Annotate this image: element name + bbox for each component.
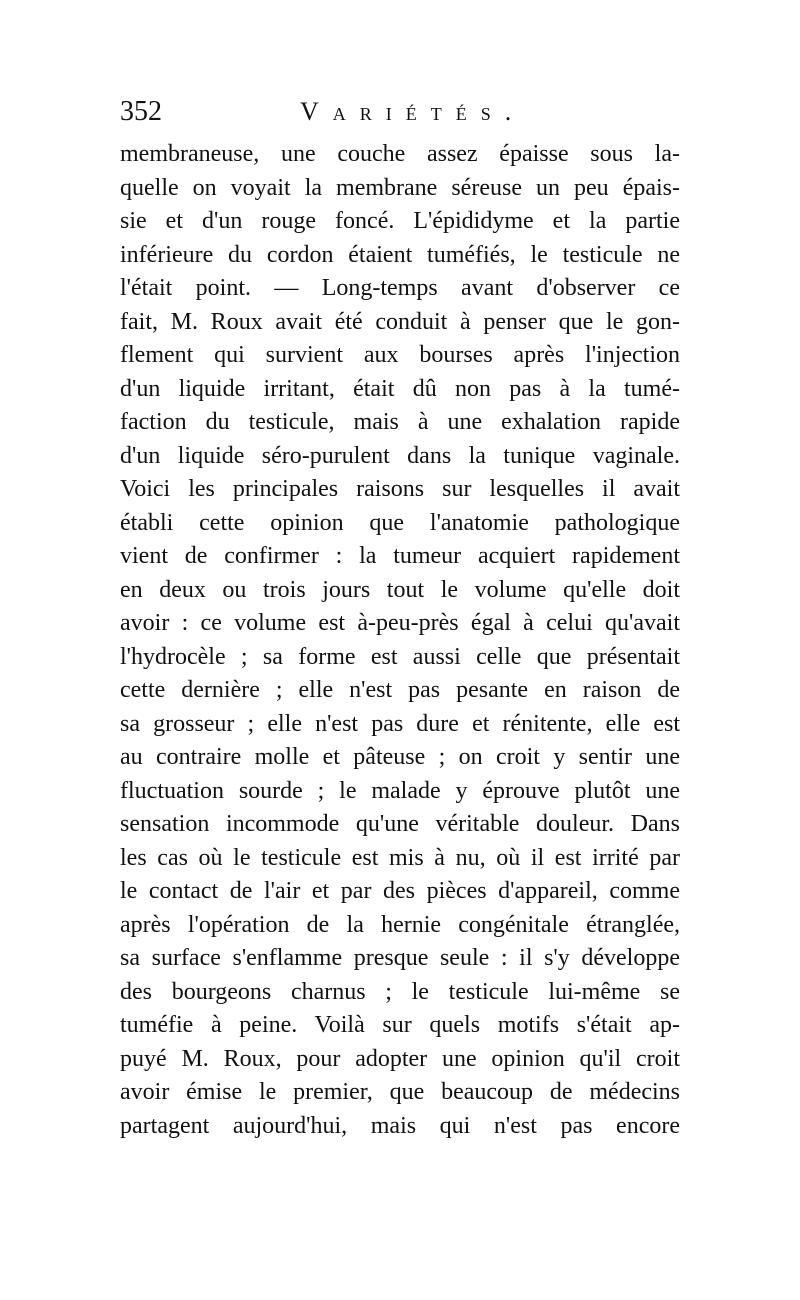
text-line: en deux ou trois jours tout le volume qu'elle doit (120, 576, 680, 603)
page-header (120, 94, 680, 130)
text-line: les cas où le testicule est mis à nu, où il est irrité par (120, 844, 680, 871)
body-text (120, 138, 680, 1143)
text-line: avoir : ce volume est à-peu-près égal à celui qu'avait (120, 610, 680, 636)
text-line: le contact de l'air et par des pièces d'appareil, comme (120, 878, 680, 904)
text-line: d'un liquide irritant, était dû non pas à la tumé- (120, 375, 680, 402)
text-line: l'hydrocèle ; sa forme est aussi celle que présentait (120, 643, 680, 670)
text-line: sa grosseur ; elle n'est pas dure et rénitente, elle est (120, 710, 680, 737)
text-line: membraneuse, une couche assez épaisse sous la- (120, 141, 680, 167)
text-line: puyé M. Roux, pour adopter une opinion qu'il croit (120, 1045, 680, 1072)
page-number: 352 (120, 96, 162, 127)
text-line: quelle on voyait la membrane séreuse un peu épais- (120, 174, 680, 201)
text-line: flement qui survient aux bourses après l'injection (120, 342, 680, 368)
text-line: tuméfie à peine. Voilà sur quels motifs s'était ap- (120, 1012, 680, 1038)
text-line: fait, M. Roux avait été conduit à penser que le gon- (120, 308, 680, 335)
text-line: l'était point. — Long-temps avant d'observer ce (120, 275, 680, 301)
text-line: partagent aujourd'hui, mais qui n'est pas encore (120, 1112, 680, 1139)
text-line: faction du testicule, mais à une exhalation rapide (120, 409, 680, 435)
text-line: au contraire molle et pâteuse ; on croit y sentir une (120, 744, 680, 770)
text-line: établi cette opinion que l'anatomie pathologique (120, 509, 680, 536)
text-line: après l'opération de la hernie congénitale étranglée, (120, 911, 680, 938)
text-line: sa surface s'enflamme presque seule : il s'y développe (120, 945, 680, 971)
text-line: d'un liquide séro-purulent dans la tunique vaginale. (120, 442, 680, 469)
text-line: vient de confirmer : la tumeur acquiert rapidement (120, 543, 680, 569)
text-line: inférieure du cordon étaient tuméfiés, le testicule ne (120, 241, 680, 268)
text-line: cette dernière ; elle n'est pas pesante en raison de (120, 677, 680, 703)
text-line: sensation incommode qu'une véritable douleur. Dans (120, 811, 680, 837)
running-head: Variétés. (300, 97, 526, 126)
text-line: avoir émise le premier, que beaucoup de médecins (120, 1079, 680, 1105)
text-line: des bourgeons charnus ; le testicule lui-même se (120, 978, 680, 1005)
text-line: sie et d'un rouge foncé. L'épididyme et la partie (120, 208, 680, 234)
text-line: fluctuation sourde ; le malade y éprouve plutôt une (120, 777, 680, 804)
text-line: Voici les principales raisons sur lesquelles il avait (120, 476, 680, 502)
